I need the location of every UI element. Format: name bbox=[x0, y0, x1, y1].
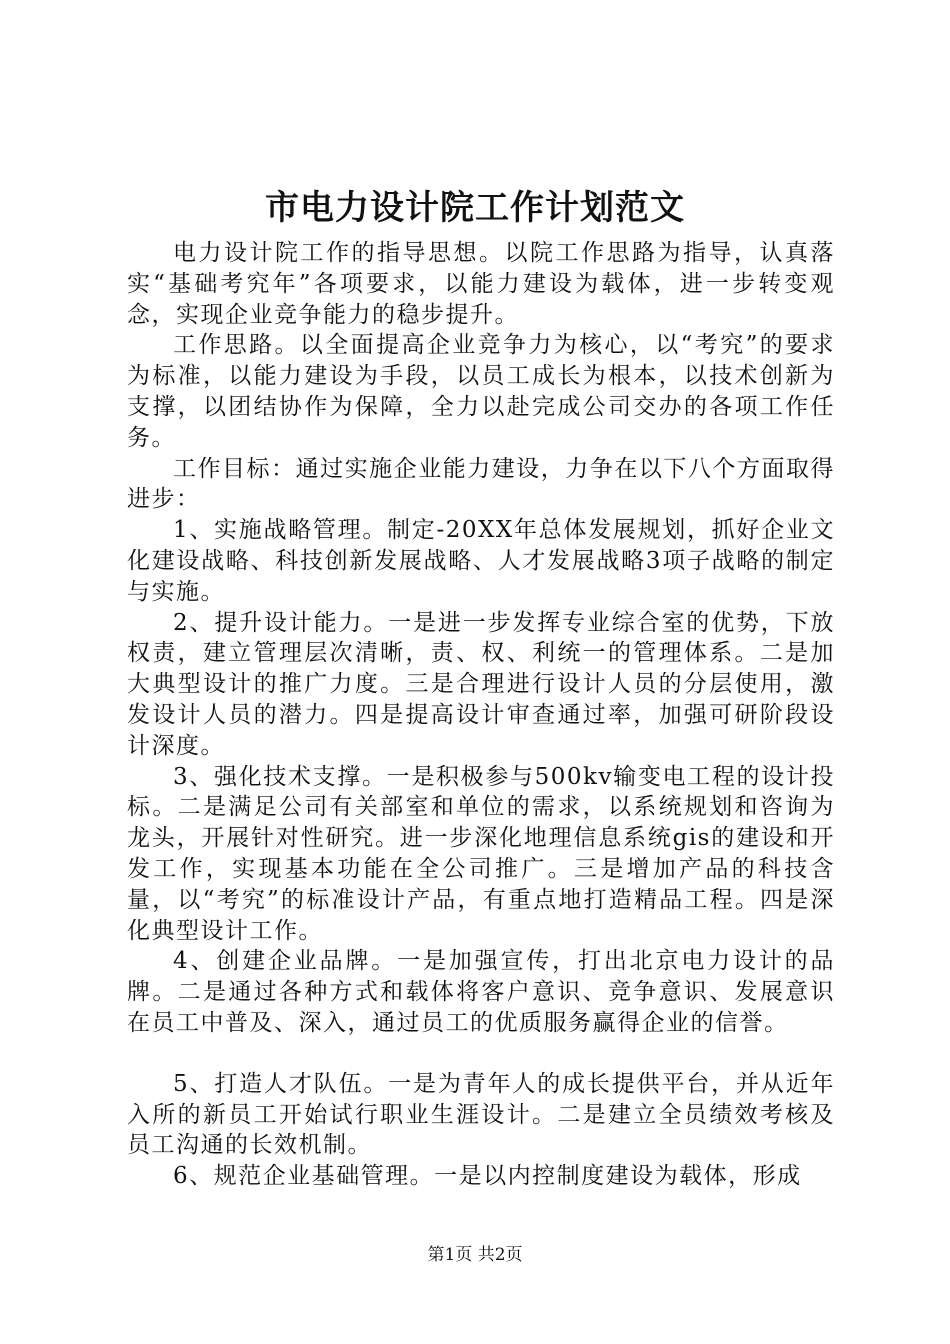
document-body bbox=[127, 238, 835, 1192]
paragraph-guiding-thought: 电力设计院工作的指导思想。以院工作思路为指导，认真落实“基础考究年”各项要求，以能力建设为载体，进一步转变观念，实现企业竞争能力的稳步提升。 bbox=[127, 240, 835, 328]
page-indicator: 第1页 共2页 bbox=[427, 1245, 523, 1265]
paragraph-item-4: 4、创建企业品牌。一是加强宣传，打出北京电力设计的品牌。二是通过各种方式和载体将客户意识、竞争意识、发展意识在员工中普及、深入，通过员工的优质服务赢得企业的信誉。 bbox=[127, 948, 835, 1036]
paragraph-item-2: 2、提升设计能力。一是进一步发挥专业综合室的优势，下放权责，建立管理层次清晰，责、权、利统一的管理体系。二是加大典型设计的推广力度。三是合理进行设计人员的分层使用，激发设计人员的潜力。四是提高设计审查通过率，加强可研阶段设计深度。 bbox=[127, 609, 835, 759]
paragraph-item-6: 6、规范企业基础管理。一是以内控制度建设为载体，形成 bbox=[173, 1163, 802, 1190]
paragraph-work-approach: 工作思路。以全面提高企业竞争力为核心，以“考究”的要求为标准，以能力建设为手段，以员工成长为根本，以技术创新为支撑，以团结协作为保障，全力以赴完成公司交办的各项工作任务。 bbox=[127, 332, 835, 451]
paragraph-item-3: 3、强化技术支撑。一是积极参与500kv输变电工程的设计投标。二是满足公司有关部室和单位的需求，以系统规划和咨询为龙头，开展针对性研究。进一步深化地理信息系统gis的建设和开发工作，实现基本功能在全公司推广。三是增加产品的科技含量，以“考究”的标准设计产品，有重点地打造精品工程。四是深化典型设计工作。 bbox=[127, 763, 835, 944]
paragraph-item-5: 5、打造人才队伍。一是为青年人的成长提供平台，并从近年入所的新员工开始试行职业生涯设计。二是建立全员绩效考核及员工沟通的长效机制。 bbox=[127, 1070, 835, 1159]
document-title: 市电力设计院工作计划范文 bbox=[265, 188, 685, 228]
paragraph-work-goals: 工作目标：通过实施企业能力建设，力争在以下八个方面取得进步： bbox=[127, 455, 835, 513]
paragraph-item-1: 1、实施战略管理。制定-20XX年总体发展规划，抓好企业文化建设战略、科技创新发展战略、人才发展战略3项子战略的制定与实施。 bbox=[127, 517, 835, 605]
